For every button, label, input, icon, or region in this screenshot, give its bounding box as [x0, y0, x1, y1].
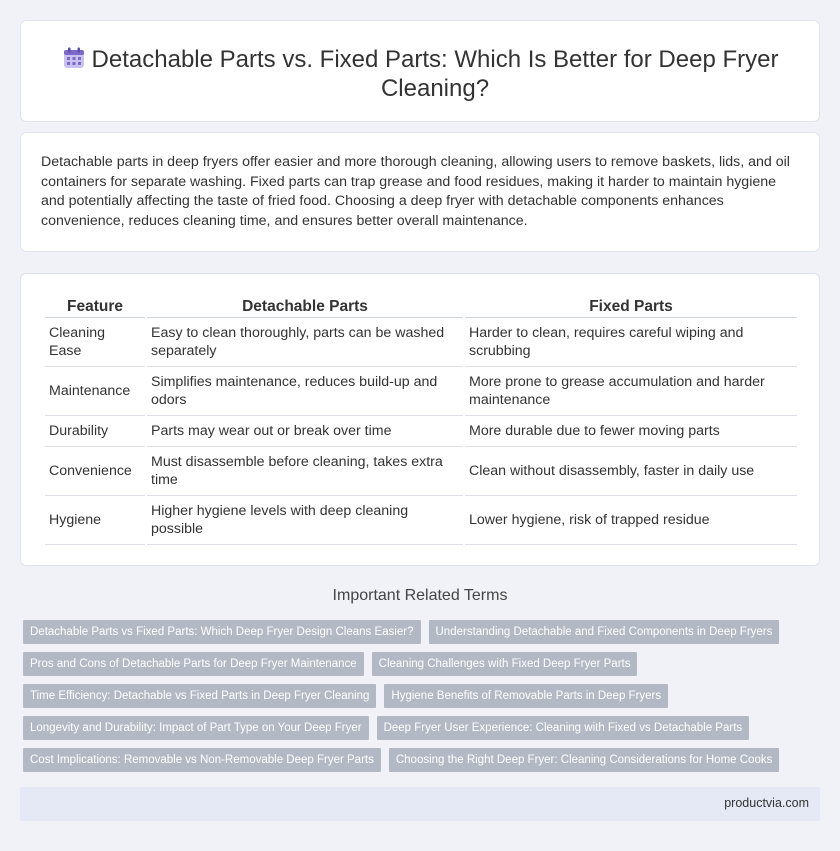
page-title: Detachable Parts vs. Fixed Parts: Which Is Better for Deep Fryer Cleaning? [91, 46, 779, 102]
intro-card [20, 132, 820, 252]
table-row [45, 496, 797, 545]
table-cell-detachable: Easy to clean thoroughly, parts can be washed separately [147, 318, 463, 367]
column-header-fixed: Fixed Parts [465, 296, 797, 318]
table-row [45, 367, 797, 416]
table-cell-fixed: Lower hygiene, risk of trapped residue [465, 496, 797, 545]
table-cell-detachable: Simplifies maintenance, reduces build-up and odors [147, 367, 463, 416]
related-term-tag[interactable]: Time Efficiency: Detachable vs Fixed Parts in Deep Fryer Cleaning [23, 684, 376, 708]
related-term-tag[interactable]: Deep Fryer User Experience: Cleaning with Fixed vs Detachable Parts [377, 716, 750, 740]
table-header-row [45, 296, 797, 318]
title-card [20, 20, 820, 122]
table-cell-fixed: More durable due to fewer moving parts [465, 416, 797, 447]
table-cell-feature: Cleaning Ease [45, 318, 145, 367]
table-row [45, 447, 797, 496]
related-term-tag[interactable]: Cost Implications: Removable vs Non-Removable Deep Fryer Parts [23, 748, 381, 772]
table-cell-fixed: More prone to grease accumulation and harder maintenance [465, 367, 797, 416]
related-term-tag[interactable]: Detachable Parts vs Fixed Parts: Which Deep Fryer Design Cleans Easier? [23, 620, 421, 644]
table-row [45, 416, 797, 447]
site-link[interactable]: productvia.com [724, 796, 809, 810]
related-term-tag[interactable]: Hygiene Benefits of Removable Parts in Deep Fryers [384, 684, 668, 708]
table-cell-feature: Durability [45, 416, 145, 447]
related-terms-list [23, 620, 813, 780]
table-cell-feature: Hygiene [45, 496, 145, 545]
related-term-tag[interactable]: Pros and Cons of Detachable Parts for Deep Fryer Maintenance [23, 652, 364, 676]
table-cell-feature: Maintenance [45, 367, 145, 416]
table-cell-detachable: Higher hygiene levels with deep cleaning possible [147, 496, 463, 545]
column-header-detachable: Detachable Parts [147, 296, 463, 318]
related-term-tag[interactable]: Cleaning Challenges with Fixed Deep Fryer Parts [372, 652, 638, 676]
related-term-tag[interactable]: Longevity and Durability: Impact of Part Type on Your Deep Fryer [23, 716, 369, 740]
table-row [45, 318, 797, 367]
comparison-table-card [20, 273, 820, 566]
table-cell-fixed: Clean without disassembly, faster in daily use [465, 447, 797, 496]
table-cell-feature: Convenience [45, 447, 145, 496]
intro-paragraph: Detachable parts in deep fryers offer easier and more thorough cleaning, allowing users to remove baskets, lids, and oil containers for separate washing. Fixed parts can trap grease and food residues, making it harder to maintain hygiene and potentially affecting the taste of fried food. Choosing a deep fryer with detachable components enhances convenience, reduces cleaning time, and ensures better overall maintenance. [41, 154, 790, 229]
comparison-table [43, 296, 799, 545]
column-header-feature: Feature [45, 296, 145, 318]
related-terms-title: Important Related Terms [332, 587, 508, 604]
table-cell-detachable: Parts may wear out or break over time [147, 416, 463, 447]
related-term-tag[interactable]: Choosing the Right Deep Fryer: Cleaning Considerations for Home Cooks [389, 748, 780, 772]
table-cell-fixed: Harder to clean, requires careful wiping and scrubbing [465, 318, 797, 367]
table-cell-detachable: Must disassemble before cleaning, takes extra time [147, 447, 463, 496]
footer-bar [20, 787, 820, 821]
related-term-tag[interactable]: Understanding Detachable and Fixed Components in Deep Fryers [429, 620, 780, 644]
